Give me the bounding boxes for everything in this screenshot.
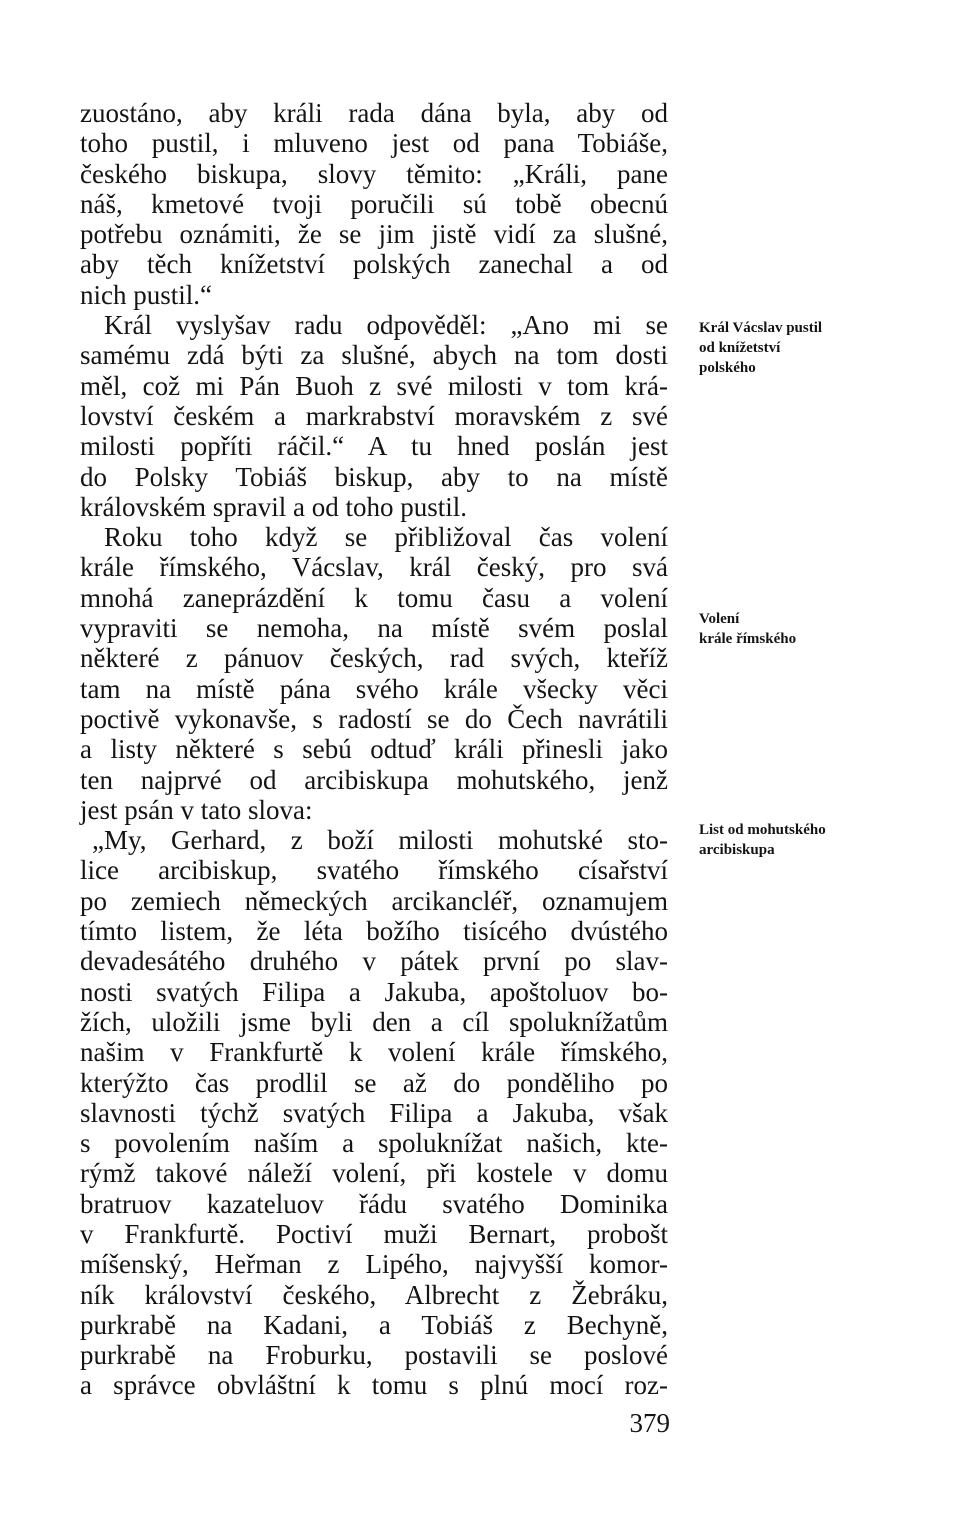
page-number: 379 <box>629 1408 670 1438</box>
text-line: devadesátého druhého v pátek první po slav- <box>80 946 668 977</box>
text-line: slavnosti týchž svatých Filipa a Jakuba, však <box>80 1097 668 1128</box>
text-line: po zemiech německých arcikancléř, oznamujem <box>80 885 668 916</box>
margin-note-election <box>699 609 919 649</box>
text-line: samému zdá býti za slušné, abych na tom dosti <box>80 340 668 371</box>
text-line: tam na místě pána svého krále všecky věci <box>80 673 668 704</box>
text-line: některé z pánuov českých, rad svých, kteříž <box>80 643 668 674</box>
text-line: vypraviti se nemoha, na místě svém poslal <box>80 613 668 644</box>
text-line: v Frankfurtě. Poctiví muži Bernart, probošt <box>80 1218 668 1249</box>
text-line: „My, Gerhard, z boží milosti mohutské sto- <box>92 825 668 856</box>
margin-note-letter <box>699 820 919 860</box>
text-line: a listy některé s sebú odtuď králi přinesli jako <box>80 734 668 765</box>
margin-note-king-vaclav <box>699 318 919 378</box>
margin-note-line: od knížetství <box>699 340 781 356</box>
text-line: našim v Frankfurtě k volení krále římského, <box>80 1037 668 1068</box>
main-text-column <box>80 98 668 1401</box>
text-line: ník království českého, Albrecht z Žebráku, <box>80 1279 668 1310</box>
text-line: krále římského, Vácslav, král český, pro svá <box>80 552 668 583</box>
text-line: mnohá zaneprázdění k tomu času a volení <box>80 582 668 613</box>
text-line: měl, což mi Pán Buoh z své milosti v tom krá- <box>80 370 668 401</box>
text-line: purkrabě na Froburku, postavili se poslové <box>80 1340 668 1371</box>
text-line: nich pustil.“ <box>80 279 212 310</box>
margin-note-line: Král Vácslav pustil <box>699 320 823 336</box>
text-line: toho pustil, i mluveno jest od pana Tobiáše, <box>80 128 668 159</box>
text-line: zuostáno, aby králi rada dána byla, aby od <box>80 98 668 128</box>
text-line: nosti svatých Filipa a Jakuba, apoštoluov bo- <box>80 976 668 1007</box>
text-line: s povolením naším a spoluknížat našich, kte- <box>80 1128 668 1159</box>
text-line: do Polsky Tobiáš biskup, aby to na místě <box>80 461 668 492</box>
margin-note-line: arcibiskupa <box>699 842 775 858</box>
text-line: jest psán v tato slova: <box>80 794 313 825</box>
text-line: tímto listem, že léta božího tisícého dvústého <box>80 916 668 947</box>
text-line: bratruov kazateluov řádu svatého Dominika <box>80 1188 668 1219</box>
text-line: aby těch knížetství polských zanechal a od <box>80 249 668 280</box>
text-line: lovství českém a markrabství moravském z své <box>80 400 668 431</box>
text-line: poctivě vykonavše, s radostí se do Čech navrátili <box>80 703 668 734</box>
text-line: českého biskupa, slovy těmito: „Králi, pane <box>80 158 668 189</box>
text-line: a správce obvláštní k tomu s plnú mocí roz- <box>80 1370 668 1401</box>
text-line: královském spravil a od toho pustil. <box>80 491 467 522</box>
text-line: kterýžto čas prodlil se až do ponděliho po <box>80 1067 668 1098</box>
text-line: Roku toho když se přibližoval čas volení <box>104 522 668 553</box>
text-line: náš, kmetové tvoji poručili sú tobě obecnú <box>80 188 668 219</box>
text-line: Král vyslyšav radu odpověděl: „Ano mi se <box>104 310 668 341</box>
text-line: milosti popříti ráčil.“ A tu hned poslán jest <box>80 431 668 462</box>
text-line: ten najprvé od arcibiskupa mohutského, jenž <box>80 764 668 795</box>
margin-note-line: Volení <box>699 611 740 627</box>
margin-note-line: List od mohutského <box>699 822 826 838</box>
text-line: míšenský, Heřman z Lipého, najvyšší komor- <box>80 1249 668 1280</box>
margin-note-line: polského <box>699 360 756 376</box>
text-line: lice arcibiskup, svatého římského císařství <box>80 855 668 886</box>
text-line: žích, uložili jsme byli den a cíl spoluknížatům <box>80 1006 668 1037</box>
margin-note-line: krále římského <box>699 631 797 647</box>
text-line: rýmž takové náleží volení, při kostele v domu <box>80 1158 668 1189</box>
text-line: potřebu oznámiti, že se jim jistě vidí za slušné, <box>80 219 668 250</box>
text-line: purkrabě na Kadani, a Tobiáš z Bechyně, <box>80 1309 668 1340</box>
